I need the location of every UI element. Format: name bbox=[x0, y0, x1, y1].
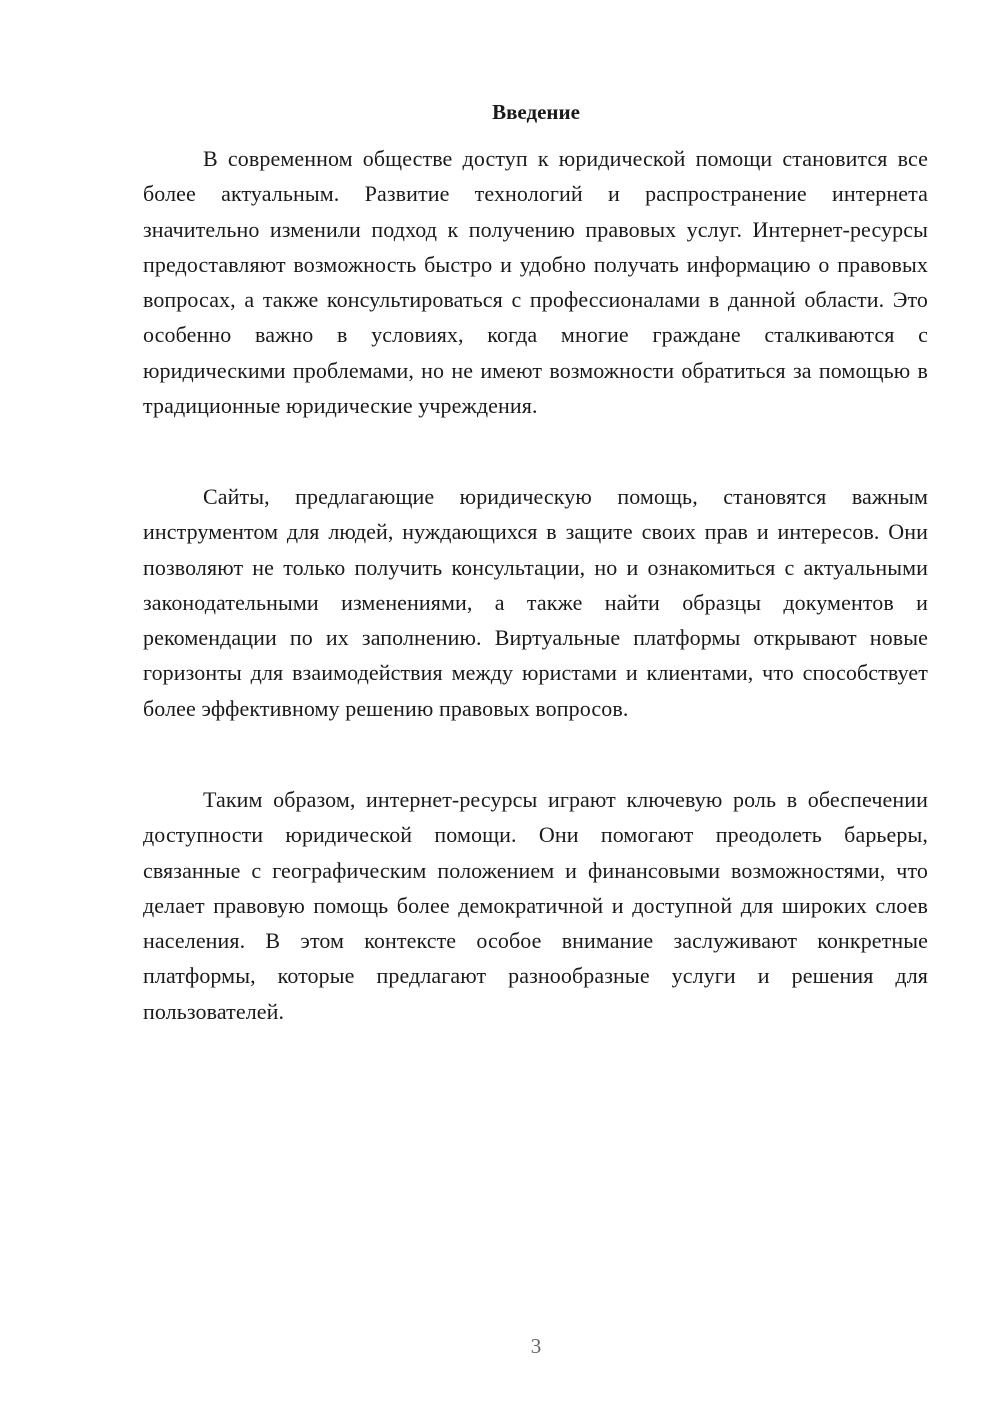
paragraph-3: Таким образом, интернет-ресурсы играют ключевую роль в обеспечении доступности юридической помощи. Они помогают преодолеть барьеры, связанные с географическим положением и финансовыми возможностями, что делает правовую помощь более демократичной и доступной для широких слоев населения. В этом контексте особое внимание заслуживают конкретные платформы, которые предлагают разнообразные услуги и решения для пользователей. bbox=[143, 787, 928, 1024]
page-number: 3 bbox=[530, 1334, 542, 1358]
paragraph-2: Сайты, предлагающие юридическую помощь, становятся важным инструментом для людей, нуждающихся в защите своих прав и интересов. Они позволяют не только получить консультации, но и ознакомиться с актуальными законодательными изменениями, а также найти образцы документов и рекомендации по их заполнению. Виртуальные платформы открывают новые горизонты для взаимодействия между юристами и клиентами, что способствует более эффективному решению правовых вопросов. bbox=[143, 484, 928, 721]
page-title: Введение bbox=[492, 100, 580, 124]
paragraph-1: В современном обществе доступ к юридической помощи становится все более актуальным. Развитие технологий и распространение интернета значительно изменили подход к получению правовых услуг. Интернет-ресурсы предоставляют возможность быстро и удобно получать информацию о правовых вопросах, а также консультироваться с профессионалами в данной области. Это особенно важно в условиях, когда многие граждане сталкиваются с юридическими проблемами, но не имеют возможности обратиться за помощью в традиционные юридические учреждения. bbox=[143, 146, 928, 419]
